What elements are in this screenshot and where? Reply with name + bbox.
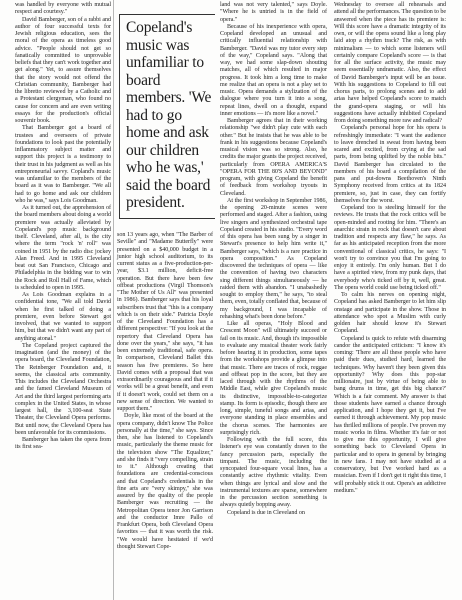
- paragraph: As Lois Goodman explains in a confidential tone, "We all told David when he first talked of doing a premiere, even before Stewart got involved, that we wanted to support him, but that we didn't want any part of anything atonal.": [15, 292, 111, 342]
- pull-quote-text: Copeland's music was unfamiliar to board members. 'We had to go home and ask our children who he was,' said the board president.: [126, 19, 212, 211]
- article-column-3: [220, 2, 327, 517]
- paragraph: Copeland too is steeling himself for the reviews. He trusts that the rock critics will be open-minded and rooting for him. "There's an anarchic strain in rock that doesn't care about tradition and respects any flaw," he says. As far as his anticipated reception from the more conventional of classical critics, he says: "I won't try to convince you that I'm going to enjoy it entirely. I'm only human. But I do have a spirited view, from my punk days, that everybody who's ticked off by it, well, great. The opera world could use being ticked off.": [334, 205, 446, 291]
- paragraph: Following with the full score, this listener's eye was constantly drawn to the fancy percussion parts, especially the timpani. The music, including the syncopated four-square vocal lines, has a constantly active rhythmic vitality. Even when things are lyrical and slow and the instrumental textures are sparse, somewhere in the percussion section something is always quietly bopping away.: [220, 437, 327, 509]
- paragraph: land was not very talented," says Doyle. "Where he is untried is in the field of opera.": [220, 2, 327, 23]
- article-column-2: [117, 232, 213, 551]
- paragraph: David Bamberger, son of a rabbi and author of four successful texts for Jewish religious education, sees the moral of the opera as timeless good advice. "People should not get so fanatically committed to unprovable beliefs that they can't work together and get along." Yet, to assure themselves that the story would not offend the Christian community, Bamberger had the libretto reviewed by a Catholic and a Protestant clergyman, who found no cause for concern and are even writing essays for the production's official souvenir book.: [15, 16, 111, 124]
- paragraph: Bamberger has taken the opera from its first sea-: [15, 437, 111, 451]
- article-column-1: [15, 2, 111, 452]
- paragraph: son 13 years ago, when "The Barber of Seville" and "Madame Butterfly" were presented on a $40,000 budget in a junior high school auditorium, to its current status as a five-production-per-year, $3.1 million, deficit-free operation. But there have been few offbeat productions (Virgil Thomson's "The Mother of Us All" was presented in 1986). Bamberger says that his loyal subscribers trust that "this is a company which is on their side." Patricia Doyle of the Cleveland Foundation has a different perspective: "If you look at the repertory that Cleveland Opera has done over the years," she says, "it has been extremely traditional, safe opera. In comparison, Cleveland Ballet this season has five premieres. So here David comes with a proposal that was extraordinarily courageous and that if it works will be a great benefit, and even if it doesn't work, could set them on a new sense of direction. We wanted to support them.": [117, 232, 213, 412]
- paragraph: As it turned out, the apprehension of the board members about doing a world premiere was actually alleviated by Copeland's pop music background itself. Cleveland, after all, is the city where the term "rock 'n' roll" was coined in 1951 by the radio disc jockey Alan Freed. And in 1995 Cleveland beat out San Francisco, Chicago and Philadelphia in the bidding war to win the Rock and Roll Hall of Fame, which is scheduled to open in 1995.: [15, 205, 111, 291]
- paragraph: Like all operas, "Holy Blood and Crescent Moon" will ultimately succeed or fail on its music. And, though it's impossible to evaluate any musical theater work fairly before hearing it in production, some tapes from the workshops provide a glimpse into that music. There are traces of rock, reggae and offbeat pop in the score, but they are laced through with the rhythms of the Middle East, while give Copeland's music its distinctive, impossible-to-categorize stamp. Its form is episodic, though there are long, simple, tuneful songs and arias, and everyone standing in place ensembles and the chorus scenes. The harmonies are surprisingly rich.: [220, 321, 327, 436]
- paragraph: Because of his inexperience with opera, Copeland developed an unusual and critically influential relationship with Bamberger. "David was my tutor every step of the way," Copeland says. "Along that way, we had some slap-down shouting matches, all of which resulted in major progress. It took him a long time to make me realize that an opera is not a play set to music. Opera demands a stylization of the dialogue where you turn it into a song, repeat lines, dwell on a thought, expand inner emotions — it's more like a novel.": [220, 23, 327, 117]
- paragraph: Bamberger agrees that in their working relationship "we didn't play cute with each other." But he insists that he was able to be frank in his suggestions because Copeland's musical vision was so strong. Also, he credits the major grants the project received, particularly from OPERA AMERICA'S "OPERA FOR THE 80'S AND BEYOND" program, with giving Copeland the benefit of feedback from workshop tryouts in Cleveland.: [220, 118, 327, 197]
- column-divider: [113, 0, 114, 600]
- paragraph: At the first workshop in September 1986, the opening 20-minute scenes were performed and staged. After a fashion, using live singers and synthesized orchestral tape Copeland created in his studio. "Every word of this opera has been sung by a singer in Stewart's presence to help him write it," Bamberger says, "which is a rare practice in opera composition." As Copeland discovered the techniques of opera — like the convention of having two characters sing different things simultaneously — he raided them with abandon. "I unabashedly sought to employ them," he says, "to steal them, even, totally conflated that, because of my background, I was incapable of rehashing what's been done before.": [220, 197, 327, 320]
- paragraph: Doyle, like most of the board at the opera company, didn't know The Police personally at the time," she says. Since then, she has listened to Copeland's music, particularly the theme music for the television show "The Equalizer," and she finds it "very compelling, strain to it." Although creating that foundations are credential-conscious and that Copeland's credentials in the fine arts are "very skimpy," she was assured by the quality of the people Bamberger was recruiting — the Metropolitan Opera tenor Jon Garrison and the conductor Imre Pallo of Frankfurt Opera, both Cleveland Opera favorites — that it was worth the risk. "We would have hesitated if we'd thought Stewart Cope-: [117, 413, 213, 550]
- paragraph: The Copeland project captured the imagination (and the money) of the opera board, the Cleveland Foundation, The Reinberger Foundation and, it seems, the classical arts community. This includes the Cleveland Orchestra and the famed Cleveland Museum of Art and the third largest performing arts complex in the United States, in whose largest hall, the 3,100-seat State Theater, the Cleveland Opera performs. But until now, the Cleveland Opera has been unfavorable for its commissions.: [15, 342, 111, 436]
- paragraph: was handled by everyone with mutual respect and courtesy.": [15, 2, 111, 16]
- paragraph: Wednesday to oversee all rehearsals and attend all the performances. The question to be answered when the piece has its premiere is: Will this score have a dramatic integrity of its own, or will the opera sound like a long play laid atop a rhythm track? The risk, as with minimalism — to which some listeners will certainly compare Copeland's score — is that for all the surface activity, the music may seem essentially undramatic. Also, the effect of David Bamberger's input will be an issue. With his suggestions to Copeland to fill out chorus parts, to prolong scenes and to add arias have helped Copeland's score to match the grand-opera staging, or will his suggestions have actually inhibited Copeland from doing something more raw and radical?: [334, 2, 446, 124]
- paragraph: Copeland's personal hope for his opera is refreshingly immediate: "I want the audience to leave drenched in sweat from having been scared and excited, from crying at the sad parts, from being uplifted by the noble bits." David Bamberger has circulated to the members of his board a compilation of the pans and put-downs Beethoven's Ninth Symphony received from critics at its 1824 premiere, so, just in case, they can fortify themselves for the worst.: [334, 125, 446, 204]
- article-column-4: [334, 2, 446, 495]
- paragraph: To calm his nerves on opening night, Copeland has asked Bamberger to let him slip onstage and participate in the show. Those in attendance who spot a Muslim with curly golden hair should know it's Stewart Copeland.: [334, 292, 446, 335]
- pull-quote: [119, 14, 215, 219]
- paragraph: Copeland is due in Cleveland on: [227, 509, 305, 516]
- paragraph: That Bamberger got a board of trustees and overseers of private foundations to look past the potentially inflammatory subject matter and support this project is a testimony to their trust in his judgment as well as his entrepreneurial savvy. Copland's music was unfamiliar to the members of the board as it was to Bamberger. "We all had to go home and ask our children who he was," says Lois Goodman.: [15, 125, 111, 204]
- paragraph: Copeland is quick to refute with disarming candor the anticipated criticism: "I know it's coming: 'There are all these people who have paid their dues, studied hard, learned the techniques. Why haven't they been given this opportunity? Why does this pop-star millionaire, just by virtue of being able to bang drums in time, get this big chance?' Which is a fair comment. My answer is that those students have earned a chance through application, and I hope they get it, but I've earned it through achievement. My pop music has thrilled millions of people. I've proven my music works in films. Whether it's fair or not to give me this opportunity, I will give something back to Cleveland Opera in particular and to opera in general by bringing in new fans. I may not have studied at a conservatory, but I've worked hard as a musician. Even if I don't get it right this time, I will probably stick it out. Opera's an addictive medium.": [334, 335, 446, 494]
